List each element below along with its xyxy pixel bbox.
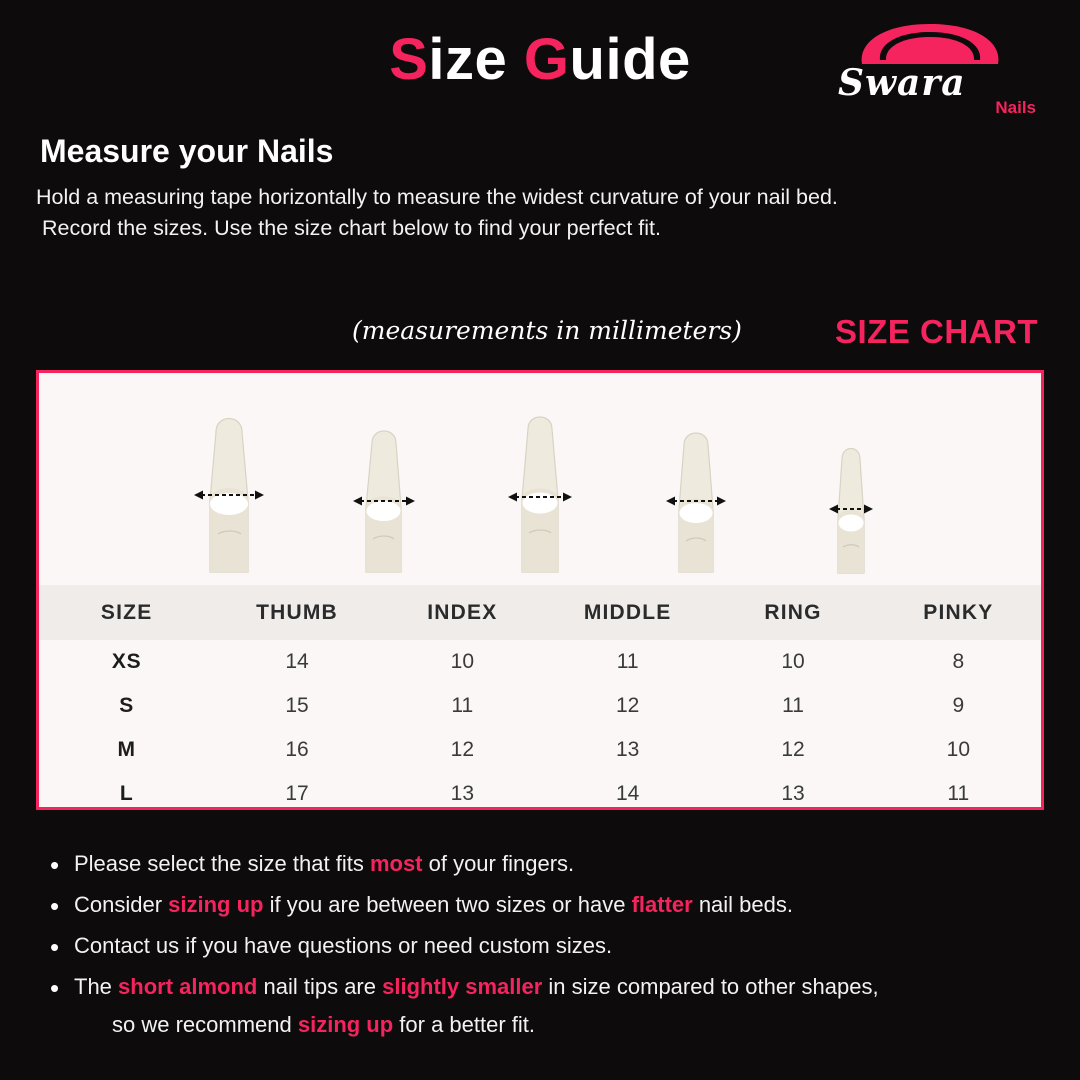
list-item (44, 845, 1044, 883)
page-title-part-1: S (389, 27, 429, 92)
table-body (39, 640, 1041, 810)
table-row (39, 772, 1041, 810)
list-item (44, 886, 1044, 924)
cell-size: XS (111, 650, 142, 673)
nail-illustration-middle (462, 373, 618, 585)
page-title-part-3: G (523, 27, 570, 92)
note-4-text-e: in size compared to other shapes, (542, 974, 879, 1000)
cell-pinky: 8 (952, 650, 965, 673)
note-4-text-h: for a better fit. (393, 1012, 536, 1038)
index-width-arrow-icon (353, 494, 415, 513)
cell-middle: 12 (615, 694, 640, 717)
cell-pinky: 10 (946, 738, 970, 761)
cell-index: 13 (450, 782, 475, 805)
table-row (39, 684, 1041, 728)
measure-heading: Measure your Nails (40, 133, 334, 169)
note-4-text-a: The (74, 974, 119, 1000)
list-item (44, 927, 1044, 965)
nail-illustration-index (307, 373, 463, 585)
note-4-highlight-2: slightly smaller (382, 974, 543, 1000)
list-item (44, 968, 1044, 1044)
nail-illustrations (39, 373, 1041, 585)
notes-list (44, 845, 1044, 1047)
note-1-highlight: most (369, 851, 423, 876)
column-header-size: SIZE (100, 601, 153, 624)
column-header-ring: RING (764, 601, 822, 624)
nail-tip-logo-icon (850, 20, 1010, 68)
nail-illustration-thumb (151, 373, 307, 585)
note-1-text-a: Please select the size that fits (74, 851, 370, 876)
table-row (39, 728, 1041, 772)
cell-pinky: 9 (952, 694, 965, 717)
cell-index: 12 (450, 738, 475, 761)
column-header-middle: MIDDLE (583, 601, 672, 624)
measure-instructions-line-1: Hold a measuring tape horizontally to measure the widest curvature of your nail bed. (36, 185, 838, 209)
cell-middle: 11 (616, 650, 639, 673)
note-2-text-a: Consider (74, 892, 169, 918)
cell-ring: 11 (782, 694, 804, 717)
note-4-text-c: nail tips are (257, 974, 383, 1000)
middle-width-arrow-icon (508, 490, 572, 509)
cell-ring: 13 (781, 782, 805, 805)
note-1-text-c: of your fingers. (422, 851, 575, 876)
nail-illustration-spacer (39, 373, 151, 585)
note-2-text-c: if you are between two sizes or have (263, 892, 632, 918)
cell-thumb: 14 (285, 650, 309, 673)
column-header-index: INDEX (427, 601, 498, 624)
nail-illustration-pinky (773, 373, 929, 585)
note-3-text: Contact us if you have questions or need custom sizes. (74, 933, 613, 959)
ring-width-arrow-icon (666, 494, 726, 513)
nail-illustration-spacer-right (929, 373, 1041, 585)
brand-logo (838, 20, 1038, 130)
cell-thumb: 15 (285, 694, 309, 717)
size-chart-table (39, 585, 1041, 810)
note-4-continuation (74, 1006, 1044, 1044)
table-header (39, 585, 1041, 640)
cell-size: L (119, 782, 134, 805)
cell-middle: 13 (615, 738, 640, 761)
column-header-thumb: THUMB (256, 601, 338, 624)
cell-ring: 12 (781, 738, 805, 761)
brand-name: Swara (838, 62, 966, 104)
cell-thumb: 17 (285, 782, 309, 805)
note-2-highlight-1: sizing up (168, 892, 264, 918)
table-header-row (39, 585, 1041, 640)
table-row (39, 640, 1041, 684)
nail-illustration-ring (618, 373, 774, 585)
pinky-width-arrow-icon (829, 502, 873, 521)
page-title-part-4: uide (569, 27, 691, 92)
column-header-pinky: PINKY (923, 601, 994, 624)
brand-subtitle: Nails (995, 98, 1036, 117)
page-title-part-2: ize (428, 27, 524, 92)
note-4-highlight-3: sizing up (297, 1012, 394, 1038)
cell-ring: 10 (781, 650, 805, 673)
measure-instructions (36, 182, 1046, 244)
size-chart-label: SIZE CHART (835, 313, 1038, 350)
cell-index: 11 (451, 694, 474, 717)
note-4-text-f: so we recommend (112, 1012, 298, 1038)
cell-pinky: 11 (947, 782, 970, 805)
units-note: (measurements in millimeters) (352, 316, 742, 345)
cell-size: S (119, 694, 135, 717)
cell-size: M (117, 738, 136, 761)
measure-instructions-line-2: Record the sizes. Use the size chart below to find your perfect fit. (42, 216, 662, 241)
note-4-highlight-1: short almond (118, 974, 258, 1000)
size-chart-card (36, 370, 1044, 810)
thumb-width-arrow-icon (194, 488, 264, 507)
note-2-text-e: nail beds. (692, 892, 793, 918)
cell-index: 10 (450, 650, 475, 673)
cell-middle: 14 (615, 782, 640, 805)
note-2-highlight-2: flatter (631, 892, 693, 918)
cell-thumb: 16 (285, 738, 309, 761)
